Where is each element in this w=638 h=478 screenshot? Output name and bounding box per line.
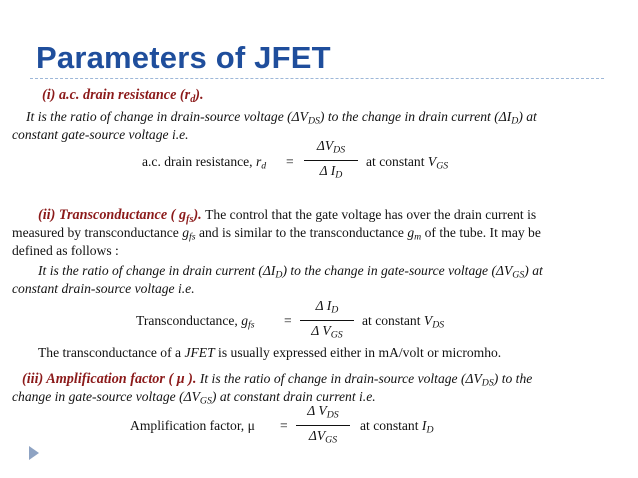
fraction-numerator: Δ $V_{DS}$ — [307, 403, 339, 421]
equation-condition: at constant $V_{GS}$ — [366, 154, 449, 172]
title-divider — [30, 78, 604, 79]
drain-resistance-fraction — [304, 137, 358, 183]
section-heading-drain-resistance: (i) a.c. drain resistance $(r_d)$. — [42, 87, 204, 105]
transconductance-definition-line-2: constant drain-source voltage i.e. — [12, 281, 195, 296]
fraction-bar — [304, 160, 358, 161]
transconductance-text-line-3: defined as follows : — [12, 243, 119, 258]
equals-sign: = — [286, 154, 294, 169]
play-arrow-icon[interactable] — [29, 446, 39, 460]
equals-sign: = — [280, 418, 288, 433]
transconductance-fraction — [300, 297, 354, 343]
page-title: Parameters of JFET — [36, 40, 331, 75]
fraction-bar — [300, 320, 354, 321]
fraction-denominator: $\Delta V_{GS}$ — [308, 427, 338, 446]
amplification-factor-fraction — [296, 402, 350, 448]
fraction-bar — [296, 425, 350, 426]
drain-resistance-definition-line-1: It is the ratio of change in drain-source voltage $(\Delta V_{DS})$ to the change in drain current $(\Delta I_D)$ at — [26, 109, 537, 127]
drain-resistance-definition-line-2: constant gate-source voltage i.e. — [12, 127, 189, 142]
fraction-denominator: Δ $V_{GS}$ — [311, 322, 343, 341]
amplification-definition-line-2: change in gate-source voltage $(\Delta V_{GS})$ at constant drain current i.e. — [12, 389, 376, 407]
transconductance-text-line-2: measured by transconductance $g_{fs}$ and is similar to the transconductance $g_m$ of the tube. It may be — [12, 225, 541, 243]
fraction-denominator: Δ $I_D$ — [319, 162, 343, 181]
section-heading-transconductance: (ii) Transconductance ( $g_{fs}$). The control that the gate voltage has over the drain current is — [38, 207, 537, 225]
transconductance-definition-line-1: It is the ratio of change in drain current $(\Delta I_D)$ to the change in gate-source voltage $(\Delta V_{GS})$ at — [38, 263, 543, 281]
fraction-numerator: $\Delta V_{DS}$ — [316, 138, 346, 156]
equation-condition: at constant $V_{DS}$ — [362, 313, 445, 331]
equation-label: Transconductance, $g_{fs}$ — [136, 313, 255, 331]
equation-label: Amplification factor, μ — [130, 418, 255, 433]
section-heading-amplification-factor: (iii) Amplification factor ( μ ). It is the ratio of change in drain-source voltage $(\Delta V_{DS})$ to the — [22, 371, 533, 389]
equation-condition: at constant $I_D$ — [360, 418, 434, 436]
equation-label: a.c. drain resistance, $r_d$ — [142, 154, 267, 172]
fraction-numerator: Δ $I_D$ — [315, 298, 339, 316]
equals-sign: = — [284, 313, 292, 328]
transconductance-units-note: The transconductance of a JFET is usually expressed either in mA/volt or micromho. — [38, 345, 502, 360]
